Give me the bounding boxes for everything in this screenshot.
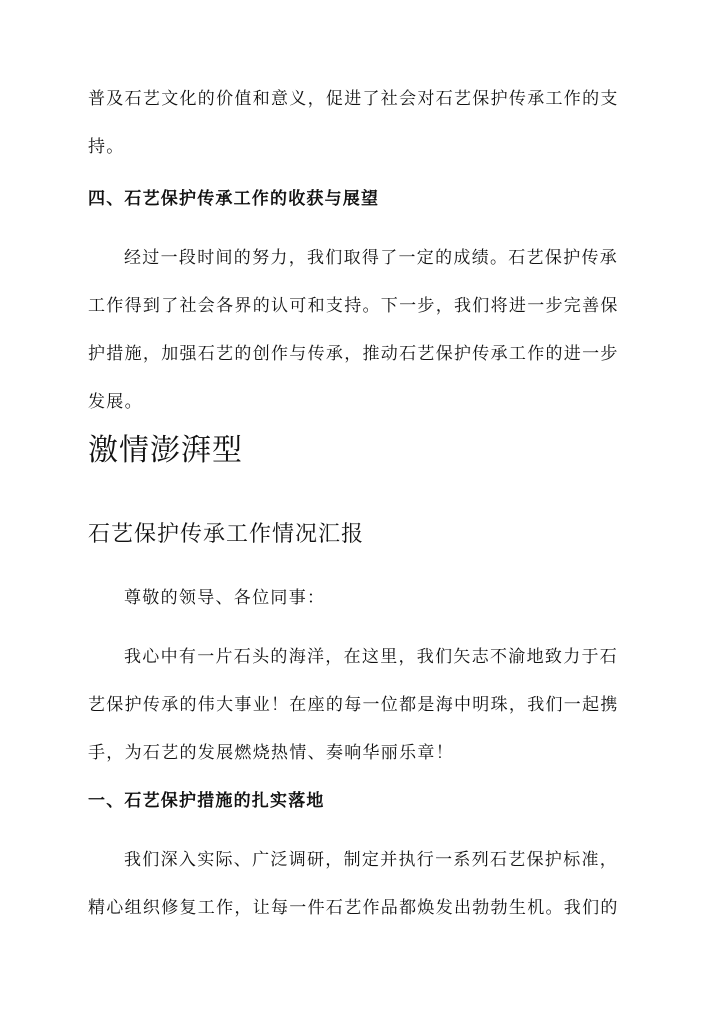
paragraph-line: 经过一段时间的努力，我们取得了一定的成绩。石艺保护传承 <box>124 248 619 268</box>
paragraph-line: 精心组织修复工作，让每一件石艺作品都焕发出勃勃生机。我们的 <box>88 898 619 918</box>
style-title: 激情澎湃型 <box>88 433 243 468</box>
paragraph-passion <box>88 633 633 777</box>
paragraph-line: 我们深入实际、广泛调研，制定并执行一系列石艺保护标准， <box>124 850 619 870</box>
salutation-paragraph <box>88 574 633 622</box>
section-heading-protection-measures: 一、石艺保护措施的扎实落地 <box>88 791 325 811</box>
paragraph-line: 艺保护传承的伟大事业！在座的每一位都是海中明珠，我们一起携 <box>88 695 619 715</box>
paragraph-line: 持。 <box>88 137 125 157</box>
paragraph-line: 普及石艺文化的价值和意义，促进了社会对石艺保护传承工作的支 <box>88 89 619 109</box>
salutation: 尊敬的领导、各位同事： <box>124 588 326 608</box>
section-heading-harvest-outlook: 四、石艺保护传承工作的收获与展望 <box>88 189 380 209</box>
paragraph-value-significance <box>88 75 633 171</box>
paragraph-measures <box>88 836 633 932</box>
paragraph-achievements <box>88 234 633 426</box>
paragraph-line: 手，为石艺的发展燃烧热情、奏响华丽乐章！ <box>88 743 454 763</box>
report-title: 石艺保护传承工作情况汇报 <box>88 522 365 547</box>
paragraph-line: 护措施，加强石艺的创作与传承，推动石艺保护传承工作的进一步 <box>88 344 619 364</box>
paragraph-line: 发展。 <box>88 392 143 412</box>
paragraph-line: 我心中有一片石头的海洋，在这里，我们矢志不渝地致力于石 <box>124 647 619 667</box>
paragraph-line: 工作得到了社会各界的认可和支持。下一步，我们将进一步完善保 <box>88 296 619 316</box>
